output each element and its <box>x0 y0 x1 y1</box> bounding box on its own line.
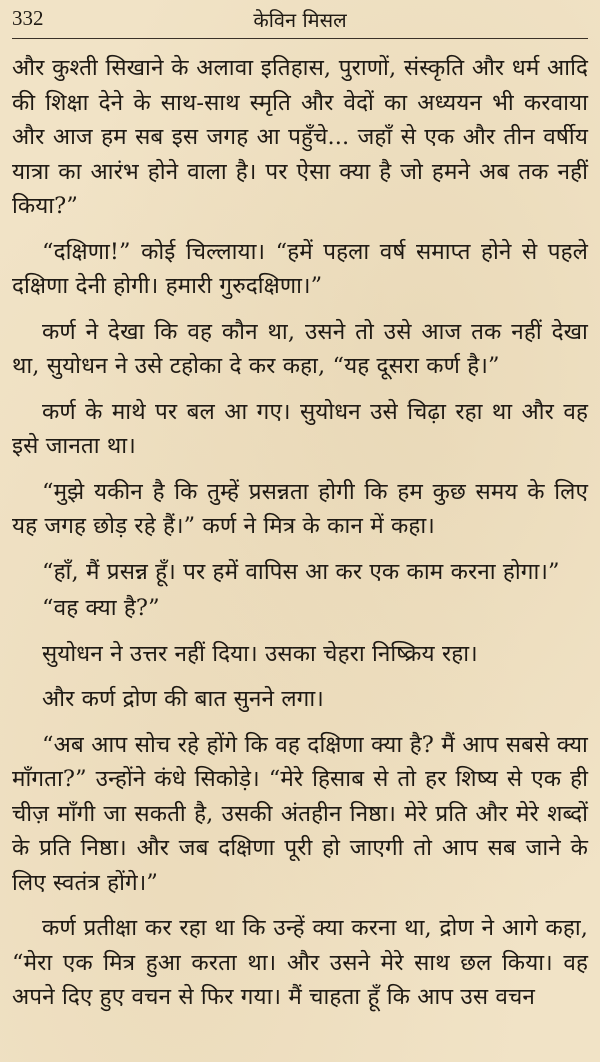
paragraph: और कुश्ती सिखाने के अलावा इतिहास, पुराणों, संस्कृति और धर्म आदि की शिक्षा देने के साथ-साथ स्मृति और वेदों का अध्ययन भी करवाया और आज हम सब इस जगह आ पहुँचे... जहाँ से एक और तीन वर्षीय यात्रा का आरंभ होने वाला है। पर ऐसा क्या है जो हमने अब तक नहीं किया?” <box>12 55 588 219</box>
body-text <box>12 51 588 1015</box>
paragraph: “हाँ, मैं प्रसन्न हूँ। पर हमें वापिस आ कर एक काम करना होगा।” <box>42 558 560 585</box>
paragraph: “अब आप सोच रहे होंगे कि वह दक्षिणा क्या है? मैं आप सबसे क्या माँगता?” उन्होंने कंधे सिकोड़े। “मेरे हिसाब से तो हर शिष्य से एक ही चीज़ माँगी जा सकती है, उसकी अंतहीन निष्ठा। मेरे प्रति और मेरे शब्दों के प्रति निष्ठा। और जब दक्षिणा पूरी हो जाएगी तो आप सब जाने के लिए स्वतंत्र होंगे।” <box>12 731 588 896</box>
running-head: केविन मिसल <box>253 8 347 32</box>
paragraph: “मुझे यकीन है कि तुम्हें प्रसन्नता होगी कि हम कुछ समय के लिए यह जगह छोड़ रहे हैं।” कर्ण ने मित्र के कान में कहा। <box>12 478 588 539</box>
paragraph: कर्ण के माथे पर बल आ गए। सुयोधन उसे चिढ़ा रहा था और वह इसे जानता था। <box>12 398 588 459</box>
paragraph: “दक्षिणा!” कोई चिल्लाया। “हमें पहला वर्ष समाप्त होने से पहले दक्षिणा देनी होगी। हमारी गुरुदक्षिणा।” <box>12 238 588 299</box>
paragraph: कर्ण प्रतीक्षा कर रहा था कि उन्हें क्या करना था, द्रोण ने आगे कहा, “मेरा एक मित्र हुआ करता था। और उसने मेरे साथ छल किया। वह अपने दिए हुए वचन से फिर गया। मैं चाहता हूँ कि आप उस वचन <box>12 915 588 1010</box>
page-header <box>12 4 588 39</box>
paragraph: और कर्ण द्रोण की बात सुनने लगा। <box>42 686 324 712</box>
paragraph: कर्ण ने देखा कि वह कौन था, उसने तो उसे आज तक नहीं देखा था, सुयोधन ने उसे टहोका दे कर कहा, “यह दूसरा कर्ण है।” <box>12 318 588 379</box>
paragraph: सुयोधन ने उत्तर नहीं दिया। उसका चेहरा निष्क्रिय रहा। <box>42 640 478 667</box>
page-number: 332 <box>12 6 44 30</box>
paragraph: “वह क्या है?” <box>42 595 160 621</box>
